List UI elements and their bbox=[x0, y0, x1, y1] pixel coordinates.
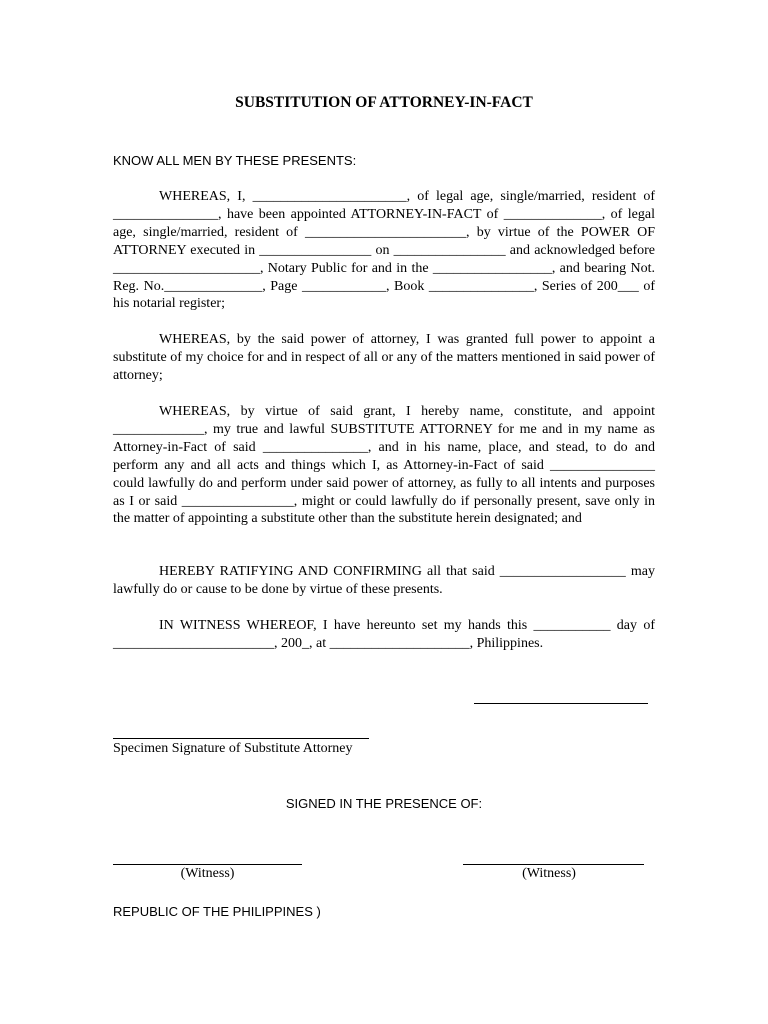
republic-venue: REPUBLIC OF THE PHILIPPINES ) bbox=[113, 904, 321, 919]
preamble: KNOW ALL MEN BY THESE PRESENTS: bbox=[113, 153, 357, 168]
witness-right-signature-line bbox=[463, 864, 644, 865]
witness-right-label: (Witness) bbox=[522, 866, 576, 881]
signed-presence-heading: SIGNED IN THE PRESENCE OF: bbox=[285, 796, 483, 811]
paragraph-power-grant: WHEREAS, by the said power of attorney, I was granted full power to appoint a substitute of my choice for and in respect of all or any of the matters mentioned in said power of attorney; bbox=[113, 332, 655, 383]
specimen-signature-line bbox=[113, 738, 369, 739]
witness-left-signature-line bbox=[113, 864, 302, 865]
paragraph-witness-clause: IN WITNESS WHEREOF, I have hereunto set my hands this ___________ day of _______________________, 200_, at ____________________, Philippines. bbox=[113, 618, 655, 651]
principal-signature-line bbox=[474, 703, 648, 704]
paragraph-ratification: HEREBY RATIFYING AND CONFIRMING all that said __________________ may lawfully do or cause to be done by virtue of these presents. bbox=[113, 564, 655, 597]
document-title: SUBSTITUTION OF ATTORNEY-IN-FACT bbox=[235, 94, 533, 111]
paragraph-substitute-appointment: WHEREAS, by virtue of said grant, I hereby name, constitute, and appoint _____________, my true and lawful SUBSTITUTE ATTORNEY for me and in my name as Attorney-in-Fact of said _______________, and in his name, place, and stead, to do and perform any and all acts and things which I, as Attorney-in-Fact of said _______________ could lawfully do and perform under said power of attorney, as fully to all intents and purposes as I or said ________________, might or could lawfully do if personally present, save only in the matter of appointing a substitute other than the substitute herein designated; and bbox=[113, 404, 655, 527]
paragraph-appointment: WHEREAS, I, ______________________, of legal age, single/married, resident of _______________, have been appointed ATTORNEY-IN-FACT of ______________, of legal age, single/married, resident of _______________________, by virtue of the POWER OF ATTORNEY executed in ________________ on ________________ and acknowledged before _____________________, Notary Public for and in the _________________, and bearing Not. Reg. No.______________, Page ____________, Book _______________, Series of 200___ of his notarial register; bbox=[113, 189, 655, 312]
witness-left-label: (Witness) bbox=[180, 866, 235, 881]
specimen-signature-label: Specimen Signature of Substitute Attorney bbox=[113, 741, 353, 756]
